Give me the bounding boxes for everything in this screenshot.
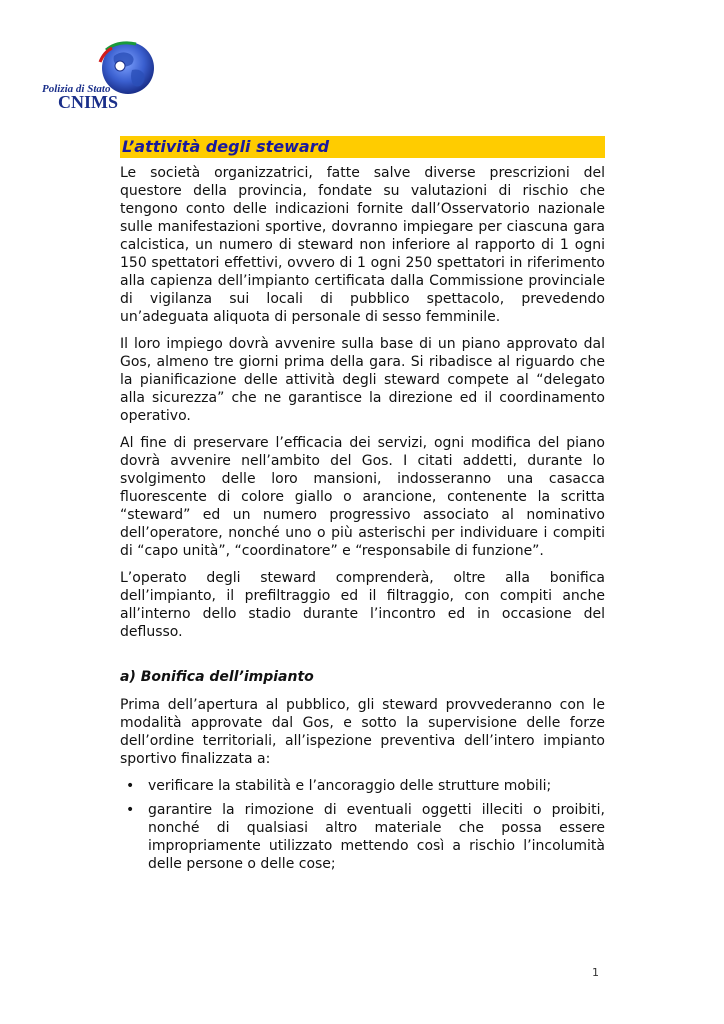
list-item-text: garantire la rimozione di eventuali oggetti illeciti o proibiti, nonché di qualsiasi altro materiale che possa essere impropriamente utilizzato mettendo così a rischio l’incolumità delle persone o delle cose;: [148, 802, 605, 872]
paragraph-4: L’operato degli steward comprenderà, oltre alla bonifica dell’impianto, il prefiltraggio ed il filtraggio, con compiti anche all’interno dello stadio durante l’incontro ed in occasione del deflusso.: [120, 570, 605, 640]
logo-text-main: CNIMS: [58, 92, 119, 112]
section-a-intro: Prima dell’apertura al pubblico, gli steward provvederanno con le modalità approvate dal Gos, e sotto la supervisione delle forze dell’ordine territoriali, all’ispezione preventiva dell’intero impianto sportivo finalizzata a:: [120, 697, 605, 767]
paragraph-3: Al fine di preservare l’efficacia dei servizi, ogni modifica del piano dovrà avvenire nell’ambito del Gos. I citati addetti, durante lo svolgimento delle loro mansioni, indosseranno una casacca fluorescente di colore giallo o arancione, contenente la scritta “steward” ed un numero progressivo associato al nominativo dell’operatore, nonché uno o più asterischi per individuare i compiti di “capo unità”, “coordinatore” e “responsabile di funzione”.: [120, 435, 605, 559]
paragraph-2: Il loro impiego dovrà avvenire sulla base di un piano approvato dal Gos, almeno tre giorni prima della gara. Si ribadisce al riguardo che la pianificazione delle attività degli steward compete al “delegato alla sicurezza” che ne garantisce la direzione ed il coordinamento operativo.: [120, 336, 605, 424]
list-item: [120, 801, 605, 873]
logo-text-top: Polizia di Stato: [42, 83, 111, 95]
bullet-icon: •: [126, 802, 135, 818]
list-item: [120, 777, 605, 795]
cnims-logo: [40, 40, 168, 112]
title-bar: [120, 136, 605, 158]
section-a-bullets: [120, 777, 605, 873]
page-number: 1: [592, 966, 599, 979]
document-body: [120, 136, 605, 879]
paragraph-1: Le società organizzatrici, fatte salve diverse prescrizioni del questore della provincia, fondate su valutazioni di rischio che tengono conto delle indicazioni fornite dall’Osservatorio nazionale sulle manifestazioni sportive, dovranno impiegare per ciascuna gara calcistica, un numero di steward non inferiore al rapporto di 1 ogni 150 spettatori effettivi, ovvero di 1 ogni 250 spettatori in riferimento alla capienza dell’impianto certificata dalla Commissione provinciale di vigilanza sui locali di pubblico spettacolo, prevedendo un’adeguata aliquota di personale di sesso femminile.: [120, 165, 605, 325]
bullet-icon: •: [126, 778, 135, 794]
page-title: L’attività degli steward: [122, 137, 330, 156]
globe-logo-icon: [40, 40, 168, 112]
list-item-text: verificare la stabilità e l’ancoraggio delle strutture mobili;: [148, 778, 552, 794]
section-a-heading: a) Bonifica dell’impianto: [120, 669, 314, 685]
